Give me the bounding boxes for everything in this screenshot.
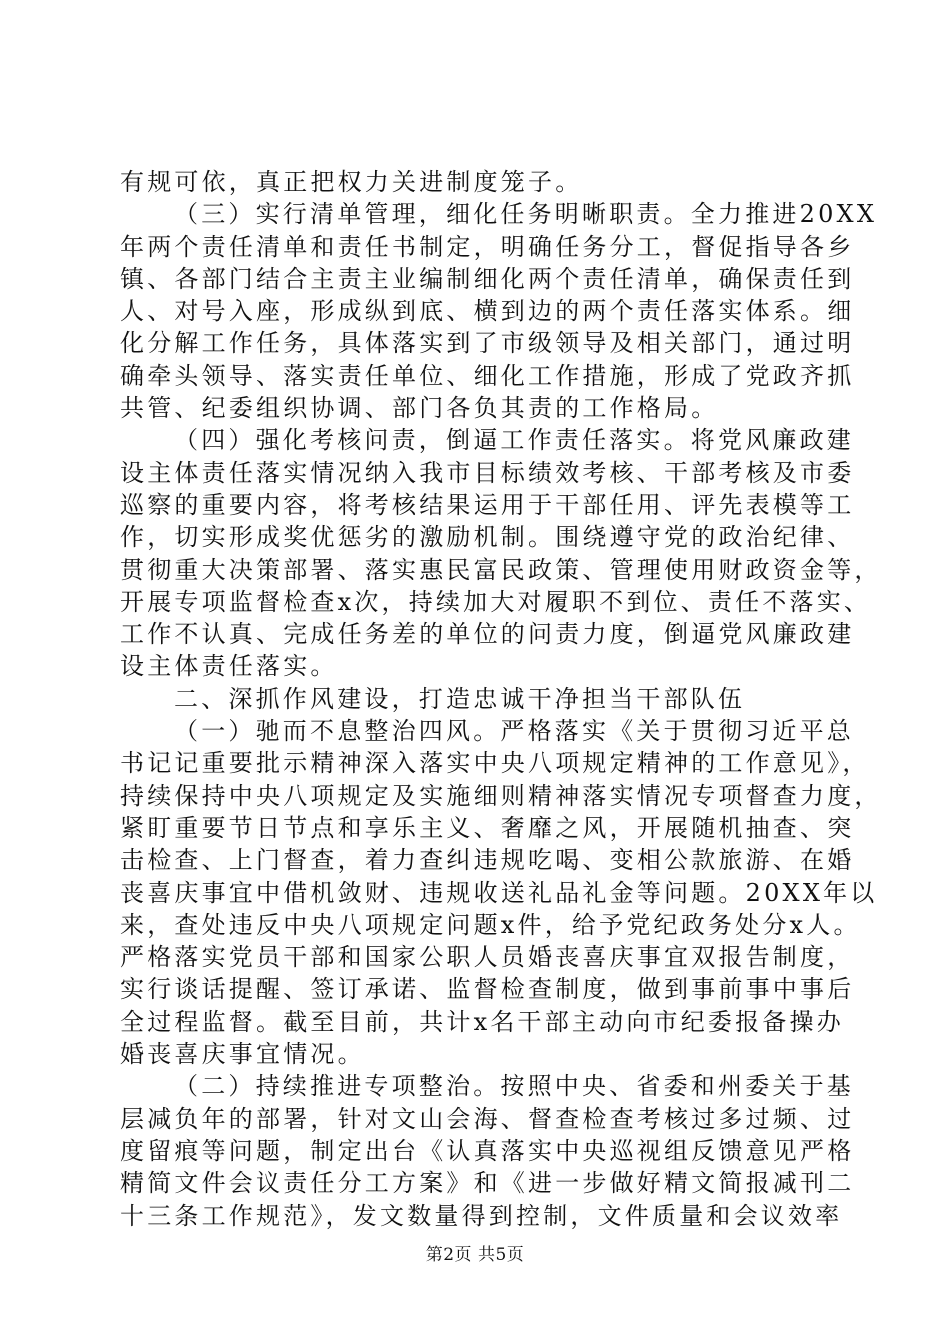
text-line: 设主体责任落实。 <box>120 652 338 681</box>
text-line: 婚丧喜庆事宜情况。 <box>120 1040 365 1069</box>
text-line: 镇、各部门结合主责主业编制细化两个责任清单，确保责任到 <box>120 264 855 293</box>
text-line: 紧盯重要节日节点和享乐主义、奢靡之风，开展随机抽查、突 <box>120 813 855 842</box>
text-line: 层减负年的部署，针对文山会海、督查检查考核过多过频、过 <box>120 1104 855 1133</box>
page-footer: 第2页 共5页 <box>425 1245 525 1265</box>
text-line: 有规可依，真正把权力关进制度笼子。 <box>120 168 583 196</box>
text-line: 设主体责任落实情况纳入我市目标绩效考核、干部考核及市委 <box>120 458 855 487</box>
text-line: 二、深抓作风建设，打造忠诚干净担当干部队伍 <box>174 684 746 713</box>
text-line: （三）实行清单管理，细化任务明晰职责。全力推进20XX <box>174 200 878 229</box>
text-line: （一）驰而不息整治四风。严格落实《关于贯彻习近平总 <box>174 717 854 746</box>
text-line: 开展专项监督检查x次，持续加大对履职不到位、责任不落实、 <box>120 587 872 616</box>
text-line: 丧喜庆事宜中借机敛财、违规收送礼品礼金等问题。20XX年以 <box>120 878 878 907</box>
body-text <box>120 166 882 1232</box>
text-line: （二）持续推进专项整治。按照中央、省委和州委关于基 <box>174 1072 854 1101</box>
text-line: 精简文件会议责任分工方案》和《进一步做好精文简报减刊二 <box>120 1169 855 1198</box>
text-line: 作，切实形成奖优惩劣的激励机制。围绕遵守党的政治纪律、 <box>120 523 855 552</box>
text-line: 严格落实党员干部和国家公职人员婚丧喜庆事宜双报告制度， <box>120 943 855 972</box>
text-line: 持续保持中央八项规定及实施细则精神落实情况专项督查力度， <box>120 781 882 810</box>
text-line: 巡察的重要内容，将考核结果运用于干部任用、评先表模等工 <box>120 490 855 519</box>
text-line: 共管、纪委组织协调、部门各负其责的工作格局。 <box>120 394 719 423</box>
text-line: 全过程监督。截至目前，共计x名干部主动向市纪委报备操办 <box>120 1007 844 1036</box>
text-line: 人、对号入座，形成纵到底、横到边的两个责任落实体系。细 <box>120 297 855 326</box>
text-line: 击检查、上门督查，着力查纠违规吃喝、变相公款旅游、在婚 <box>120 846 855 875</box>
text-line: 来，查处违反中央八项规定问题x件，给予党纪政务处分x人。 <box>120 910 861 939</box>
text-line: 工作不认真、完成任务差的单位的问责力度，倒逼党风廉政建 <box>120 620 855 649</box>
text-line: （四）强化考核问责，倒逼工作责任落实。将党风廉政建 <box>174 426 854 455</box>
text-line: 度留痕等问题，制定出台《认真落实中央巡视组反馈意见严格 <box>120 1136 855 1165</box>
text-line: 确牵头领导、落实责任单位、细化工作措施，形成了党政齐抓 <box>120 361 855 390</box>
text-line: 年两个责任清单和责任书制定，明确任务分工，督促指导各乡 <box>120 232 855 261</box>
text-line: 十三条工作规范》，发文数量得到控制，文件质量和会议效率 <box>120 1201 843 1230</box>
text-line: 书记记重要批示精神深入落实中央八项规定精神的工作意见》， <box>120 749 870 778</box>
text-line: 实行谈话提醒、签订承诺、监督检查制度，做到事前事中事后 <box>120 975 855 1004</box>
text-line: 贯彻重大决策部署、落实惠民富民政策、管理使用财政资金等， <box>120 555 882 584</box>
text-line: 化分解工作任务，具体落实到了市级领导及相关部门，通过明 <box>120 329 855 358</box>
